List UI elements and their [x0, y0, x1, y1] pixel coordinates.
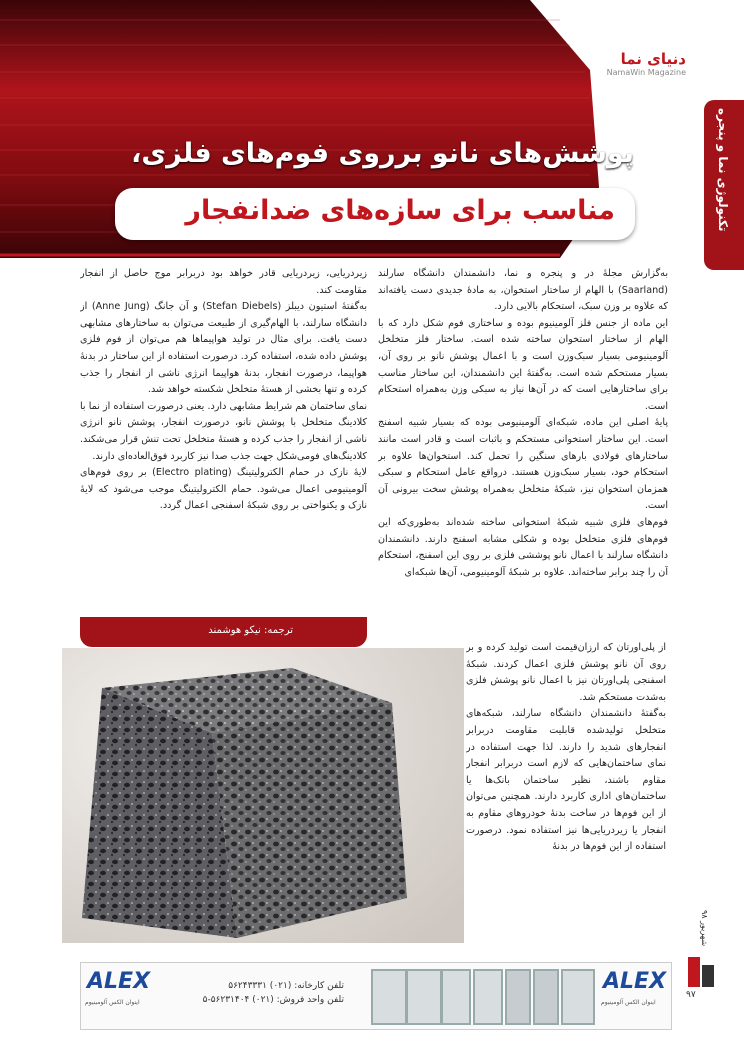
text-column-right: [378, 266, 668, 641]
window-profile-icon: [533, 969, 559, 1025]
paragraph: فوم‌های فلزی شبیه شبکۀ استخوانی ساخته شده‌اند به‌طوری‌که این فوم‌های فلزی متخلخل بوده و شکلی مشابه اسفنج دارند. دانشمندان دانشگاه سارلند با اعمال نانو پوششی فلزی بر روی این اسفنج، استحکام آن را چند برابر ساخته‌اند. علاوه بر شبکۀ آلومینیومی، آن‌ها شبکه‌ای: [378, 516, 668, 578]
sales-phone: تلفن واحد فروش: (۰۲۱) ۵۶۲۳۱۴۰۴-۵: [202, 995, 344, 1005]
window-profile-icon: [371, 969, 407, 1025]
issue-date: شهریور ۹۸: [700, 910, 709, 947]
alex-logo-right: ALEX: [603, 969, 667, 994]
window-profile-icon: [505, 969, 531, 1025]
text-column-left: [80, 266, 367, 606]
paragraph: به‌گزارش مجلۀ در و پنجره و نما، دانشمندان دانشگاه سارلند (Saarland) با الهام از ساختار استخوان، به مادۀ جدیدی دست یافته‌اند که علاوه بر وزن سبک، استحکام بالایی دارد.: [378, 268, 668, 313]
article-title-line1: پوشش‌های نانو برروی فوم‌های فلزی،: [131, 138, 634, 169]
magazine-mark-icon: [686, 955, 716, 989]
window-profile-icon: [561, 969, 595, 1025]
alex-tagline-right: اینوان الکس آلومینیوم: [601, 999, 656, 1006]
logo-title: دنیای نما: [620, 50, 686, 68]
paragraph: نمای ساختمان هم شرایط مشابهی دارد. یعنی درصورت استفاده از نما با کلادینگ متخلخل با پوشش نانو، درصورت انفجار، پوشش نانو انرژی ناشی از انفجار را جذب کرده و هستۀ متخلخل تحت تنش قرار می‌شکند. کلادینگ‌های فومی‌شکل جهت جذب صدا نیز کاربرد فوق‌العاده‌ای دارند.: [80, 400, 367, 462]
text-column-lower: [466, 640, 666, 940]
window-profile-icon: [441, 969, 471, 1025]
advertisement-banner: [80, 962, 672, 1030]
ad-phone-block: [149, 979, 344, 1007]
paragraph: زیردریایی، زیردریایی قادر خواهد بود دربرابر موج حاصل از انفجار مقاومت کند.: [80, 268, 367, 296]
logo-subtitle: NamaWin Magazine: [606, 68, 686, 77]
alex-logo-left: ALEX: [87, 969, 151, 994]
translator-credit: ترجمه: نیکو هوشمند: [208, 625, 293, 636]
window-profile-icon: [406, 969, 442, 1025]
section-tab-label: تکنولوژی نما و پنجره: [716, 108, 730, 232]
paragraph: از پلی‌اورتان که ارزان‌قیمت است تولید کرده و بر روی آن نانو پوشش فلزی اعمال کردند. شبکۀ اسفنجی پلی‌اورتان نیز با اعمال نانو پوشش فلزی به‌شدت مستحکم شد.: [466, 642, 666, 703]
metal-foam-photo: [62, 648, 464, 943]
page-number: ۹۷: [686, 990, 696, 1000]
factory-phone: تلفن کارخانه: (۰۲۱) ۵۶۲۴۳۳۳۱: [228, 981, 344, 991]
paragraph: به‌گفتۀ استیون دیبلز (Stefan Diebels) و آن جانگ (Anne Jung) از دانشگاه سارلند، با الهام‌گیری از طبیعت می‌توان به ساختارهای مشابهی دست یافت. برای مثال در تولید هواپیماها هم می‌توان از فوم فلزی پوشش داده شده، استفاده کرد. درصورت استفاده از این ساختار در بدنۀ هواپیما، درصورت انفجار، بدنۀ هواپیما انرژی ناشی از انفجار را جذب کرده و تنها بخشی از هستۀ متخلخل شکسته خواهد شد.: [80, 301, 367, 396]
paragraph: به‌گفتۀ دانشمندان دانشگاه سارلند، شبکه‌های متخلخل تولیدشده قابلیت مقاومت دربرابر انفجارهای شدید را دارند. لذا جهت استفاده در نمای ساختمان‌هایی که لازم است دربرابر انفجار مقاوم باشند، نظیر ساختمان بانک‌ها یا ساختمان‌های اداری کاربرد دارند. همچنین می‌توان از این فوم‌ها در ساخت بدنۀ خودروهای مقاوم به انفجار یا زیردریایی‌ها نیز استفاده نمود. درصورت استفاده از این فوم‌ها در بدنۀ: [466, 708, 666, 853]
translator-bar: [80, 617, 367, 647]
section-tab: [704, 100, 744, 270]
article-title-line2: مناسب برای سازه‌های ضدانفجار: [185, 195, 615, 226]
article-title-box: [115, 188, 635, 240]
paragraph: پایۀ اصلی این ماده، شبکه‌ای آلومینیومی بوده که بسیار شبیه اسفنج است. این ساختار استخوانی مستحکم و باثبات است و قادر است مانند ساختارهای فولادی بارهای سنگین را تحمل کند. استخوان‌ها علاوه بر استحکام خود، بسیار سبک‌وزن هستند. درواقع عامل استحکام و سبکی همزمان استخوان نیز، شبکۀ متخلخل به‌همراه پوشش سخت بیرونی آن است.: [378, 417, 668, 512]
alex-tagline-left: اینوان الکس آلومینیوم: [85, 999, 140, 1006]
paragraph: لایۀ نازک در حمام الکترولیتینگ (Electro plating) بر روی فوم‌های آلومینیومی اعمال می‌شود. حمام الکترولیتینگ موجب می‌شود که لایۀ نازک و یکنواختی بر روی شبکۀ اسفنجی اعمال گردد.: [80, 467, 367, 512]
magazine-logo: [607, 50, 686, 77]
window-profile-icon: [473, 969, 503, 1025]
paragraph: این ماده از جنس فلز آلومینیوم بوده و ساختاری فوم شکل دارد که با الهام از ساختار استخوان ساخته شده است. ساختار فلز متخلخل آلومینیومی بسیار سبک‌وزن است و با اعمال پوشش نانو بر روی آن، بسیار مستحکم شده است. به‌گفتۀ این دانشمندان، این ساختار مناسب برای ساختارهایی است که در آن‌ها نیاز به سبکی وزن به‌همراه استحکام است.: [378, 317, 668, 412]
